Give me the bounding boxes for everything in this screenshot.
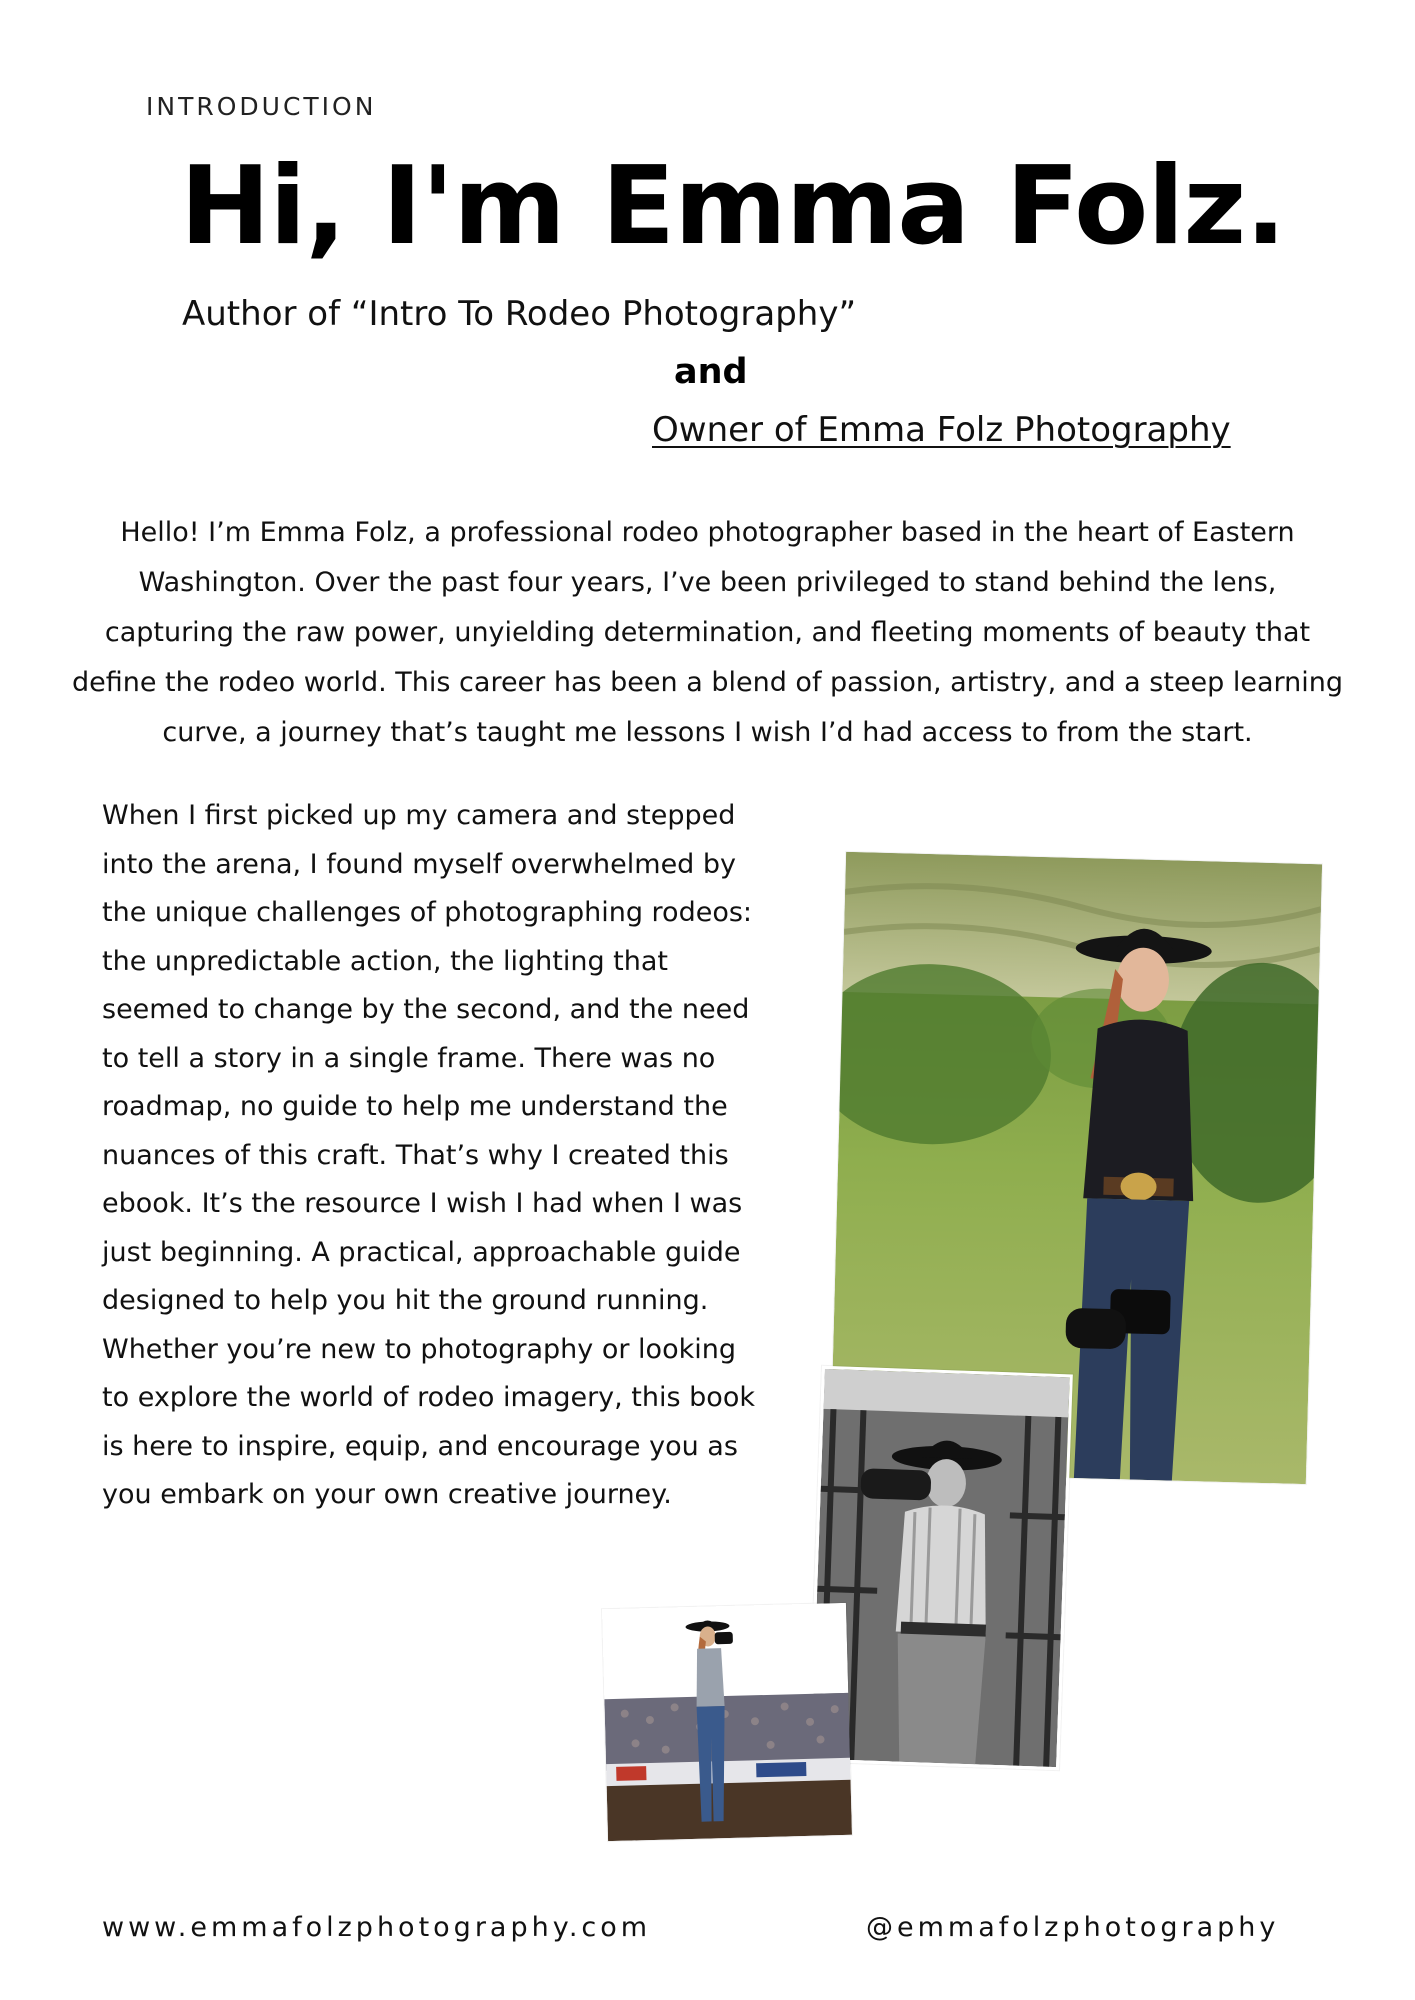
arena-photo bbox=[602, 1603, 852, 1841]
body-paragraph: When I first picked up my camera and stepped into the arena, I found myself overwhelmed by the unique challenges of photographing rodeos: the unpredictable action, the lighting that seemed to change by the second, and the need to tell a story in a single frame. There was no roadmap, no guide to help me understand the nuances of this craft. That’s why I created this ebook. It’s the resource I wish I had when I was just beginning. A practical, approachable guide designed to help you hit the ground running. Whether you’re new to photography or looking to explore the world of rodeo imagery, this book is here to inspire, equip, and encourage you as you embark on your own creative journey. bbox=[102, 800, 755, 1510]
page-title: Hi, I'm Emma Folz. bbox=[180, 144, 1286, 269]
eyebrow-label: INTRODUCTION bbox=[146, 92, 377, 121]
footer-website[interactable]: www.emmafolzphotography.com bbox=[102, 1912, 652, 1943]
connector-word: and bbox=[674, 352, 748, 392]
owner-link[interactable]: Owner of Emma Folz Photography bbox=[652, 410, 1231, 450]
footer-handle[interactable]: @emmafolzphotography bbox=[866, 1912, 1280, 1943]
intro-paragraph: Hello! I’m Emma Folz, a professional rodeo photographer based in the heart of Eastern Washington. Over the past four years, I’ve been privileged to stand behind the lens, capturing the raw power, unyielding determination, and fleeting moments of beauty that define the rodeo world. This career has been a blend of passion, artistry, and a steep learning curve, a journey that’s taught me lessons I wish I’d had access to from the start. bbox=[71, 517, 1344, 748]
author-subtitle: Author of “Intro To Rodeo Photography” bbox=[182, 294, 857, 334]
